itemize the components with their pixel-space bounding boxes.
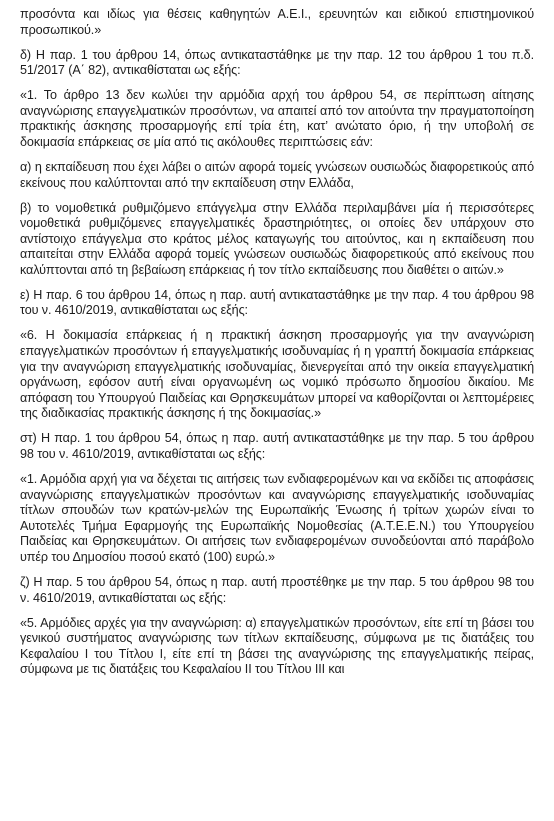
paragraph-quote-1-authority: «1. Αρμόδια αρχή για να δέχεται τις αιτήσεις των ενδιαφερομένων και να εκδίδει τις αποφάσεις αναγνώρισης επαγγελματικών προσόντων και αναγνώρισης επαγγελματικής ισοδυναμίας τίτλων σπουδών των κρατών-μελών της Ευρωπαϊκής Ένωσης ή τρίτων χωρών είναι το Αυτοτελές Τμήμα Εφαρμογής της Ευρωπαϊκής Νομοθεσίας (Α.Τ.Ε.Ε.Ν.) του Υπουργείου Παιδείας και Θρησκευμάτων. Οι αιτήσεις των ενδιαφερομένων συνοδεύονται από παράβολο υπέρ του Δημοσίου ποσού εκατό (100) ευρώ.» <box>20 471 534 564</box>
paragraph-continuation: προσόντα και ιδίως για θέσεις καθηγητών Α.Ε.Ι., ερευνητών και ειδικού επιστημονικού προσωπικού.» <box>20 7 534 37</box>
paragraph-quote-1-b: β) το νομοθετικά ρυθμιζόμενο επάγγελμα στην Ελλάδα περιλαμβάνει μία ή περισσότερες νομοθετικά ρυθμιζόμενες επαγγελματικές δραστηριότητες, οι οποίες δεν υπάρχουν στο αντίστοιχο επάγγελμα στο κράτος μέλος καταγωγής του αιτούντος, και η εκπαίδευση που απαιτείται στην Ελλάδα αφορά τομείς γνώσεων ουσιωδώς διαφορετικούς από εκείνους που καλύπτονται από τη βεβαίωση επάρκειας ή τον τίτλο εκπαίδευσης που διαθέτει ο αιτών.» <box>20 200 534 277</box>
paragraph-quote-1-a: α) η εκπαίδευση που έχει λάβει ο αιτών αφορά τομείς γνώσεων ουσιωδώς διαφορετικούς από εκείνους που καλύπτονται από την εκπαίδευση στην Ελλάδα, <box>20 159 534 190</box>
paragraph-quote-1: «1. Το άρθρο 13 δεν κωλύει την αρμόδια αρχή του άρθρου 54, σε περίπτωση αίτησης αναγνώρισης επαγγελματικών προσόντων, να απαιτεί από τον αιτούντα την πραγματοποίηση πρακτικής άσκησης προσαρμογής επί τρία έτη, κατ’ ανώτατο όριο, ή την υποβολή σε δοκιμασία επάρκειας σε μία από τις ακόλουθες περιπτώσεις εάν: <box>20 88 534 149</box>
paragraph-item-st: στ) Η παρ. 1 του άρθρου 54, όπως η παρ. αυτή αντικαταστάθηκε με την παρ. 5 του άρθρου 98 του ν. 4610/2019, αντικαθίσταται ως εξής: <box>20 431 534 461</box>
paragraph-quote-6: «6. Η δοκιμασία επάρκειας ή η πρακτική άσκηση προσαρμογής για την αναγνώριση επαγγελματικών προσόντων ή επαγγελματικής ισοδυναμίας ή η γραπτή δοκιμασία επάρκειας για την αναγνώριση επαγγελματικής ισοδυναμίας, διενεργείται από την οικεία επαγγελματική οργάνωση, εφόσον αυτή είναι οργανωμένη ως νομικό πρόσωπο δημοσίου δικαίου. Με απόφαση του Υπουργού Παιδείας και Θρησκευμάτων μπορεί να καθορίζονται οι λεπτομέρειες της διαδικασίας πρακτικής άσκησης ή της δοκιμασίας.» <box>20 328 534 421</box>
paragraph-item-z: ζ) Η παρ. 5 του άρθρου 54, όπως η παρ. αυτή προστέθηκε με την παρ. 5 του άρθρου 98 του ν. 4610/2019, αντικαθίσταται ως εξής: <box>20 574 534 605</box>
paragraph-item-d: δ) Η παρ. 1 του άρθρου 14, όπως αντικαταστάθηκε με την παρ. 12 του άρθρου 1 του π.δ. 51/2017 (Α΄ 82), αντικαθίσταται ως εξής: <box>20 47 534 78</box>
paragraph-item-e: ε) Η παρ. 6 του άρθρου 14, όπως η παρ. αυτή αντικαταστάθηκε με την παρ. 4 του άρθρου 98 του ν. 4610/2019, αντικαθίσταται ως εξής: <box>20 287 534 318</box>
paragraph-quote-5: «5. Αρμόδιες αρχές για την αναγνώριση: α) επαγγελματικών προσόντων, είτε επί τη βάσει του γενικού συστήματος αναγνώρισης των τίτλων εκπαίδευσης, σύμφωνα με τις διατάξεις του Κεφαλαίου Ι του Τίτλου Ι, είτε επί τη βάσει της αναγνώρισης της επαγγελματικής πείρας, σύμφωνα με τις διατάξεις του Κεφαλαίου ΙΙ του Τίτλου ΙΙΙ και <box>20 615 534 677</box>
